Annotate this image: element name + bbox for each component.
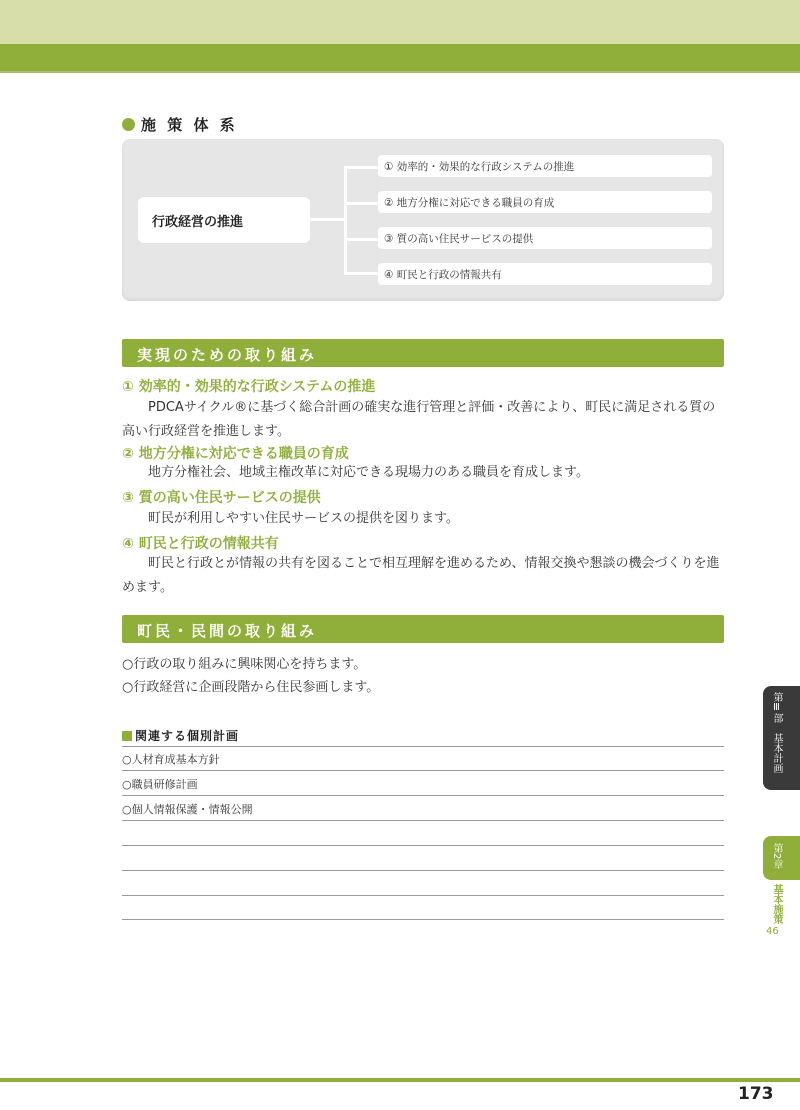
diagram-connector	[310, 218, 344, 221]
initiatives-header: 実現のための取り組み	[137, 346, 318, 364]
initiatives-header-bar	[122, 339, 724, 367]
diagram-connector	[344, 202, 378, 205]
initiative-text-body: 町民が利用しやすい住民サービスの提供を図ります。	[148, 511, 459, 526]
diagram-leaf-label: ④ 町民と行政の情報共有	[384, 269, 502, 281]
citizen-header-bar	[122, 615, 724, 643]
section-title-text: 施 策 体 系	[141, 116, 238, 134]
diagram-root-label: 行政経営の推進	[152, 215, 244, 230]
initiative-heading: ② 地方分権に対応できる職員の育成	[122, 446, 349, 462]
diagram-connector	[344, 272, 378, 275]
diagram-connector	[344, 238, 378, 241]
citizen-line: ○行政の取り組みに興味関心を持ちます。	[122, 657, 367, 672]
initiative-text	[122, 396, 727, 444]
footer-line	[0, 1078, 800, 1082]
diagram-leaf-label: ① 効率的・効果的な行政システムの推進	[384, 161, 575, 173]
diagram-connector	[344, 166, 347, 274]
related-row	[122, 871, 724, 896]
top-header-band	[0, 0, 800, 44]
citizen-line: ○行政経営に企画段階から住民参画します。	[122, 680, 380, 695]
citizen-header: 町民・民間の取り組み	[137, 622, 318, 640]
initiative-text-body: 地方分権社会、地域主権改革に対応できる現場力のある職員を育成します。	[148, 465, 589, 480]
diagram-root-box	[138, 197, 310, 243]
diagram-leaf-label: ② 地方分権に対応できる職員の育成	[384, 197, 555, 209]
diagram-leaf	[378, 263, 712, 285]
diagram-leaf	[378, 155, 712, 177]
policy-diagram	[122, 139, 724, 301]
initiative-text-body: 町民と行政とが情報の共有を図ることで相互理解を進めるため、情報交換や懇談の機会づくりを進めます。	[122, 556, 720, 595]
part-side-tab-label: 第Ⅲ部 基本計画	[771, 692, 782, 773]
related-plans-title-text: 関連する個別計画	[135, 729, 240, 743]
related-row	[122, 771, 724, 796]
diagram-leaf	[378, 191, 712, 213]
related-row	[122, 796, 724, 821]
diagram-leaf-label: ③ 質の高い住民サービスの提供	[384, 233, 534, 245]
initiative-text	[122, 461, 727, 485]
initiative-text	[122, 507, 727, 531]
related-row	[122, 746, 724, 771]
policy-number: 46	[766, 926, 779, 937]
initiative-text	[122, 552, 727, 600]
related-row	[122, 895, 724, 920]
diagram-connector	[344, 166, 378, 169]
related-row	[122, 821, 724, 846]
initiative-heading: ④ 町民と行政の情報共有	[122, 536, 279, 552]
related-item: ○個人情報保護・情報公開	[122, 803, 253, 816]
page-number: 173	[738, 1084, 774, 1104]
initiative-heading: ① 効率的・効果的な行政システムの推進	[122, 379, 376, 395]
chapter-side-tab-label: 第2章	[771, 843, 782, 870]
top-header-bar	[0, 44, 800, 73]
policy-side-label: 基本施策	[771, 884, 782, 924]
section-title	[122, 114, 238, 135]
related-item: ○職員研修計画	[122, 778, 198, 791]
initiative-heading: ③ 質の高い住民サービスの提供	[122, 490, 321, 506]
related-row	[122, 846, 724, 871]
bullet-dot-icon	[122, 118, 135, 131]
related-row-divider	[122, 722, 724, 747]
initiative-text-body: PDCAサイクル®に基づく総合計画の確実な進行管理と評価・改善により、町民に満足される質の高い行政経営を推進します。	[122, 400, 716, 439]
related-item: ○人材育成基本方針	[122, 753, 220, 766]
diagram-leaf	[378, 227, 712, 249]
